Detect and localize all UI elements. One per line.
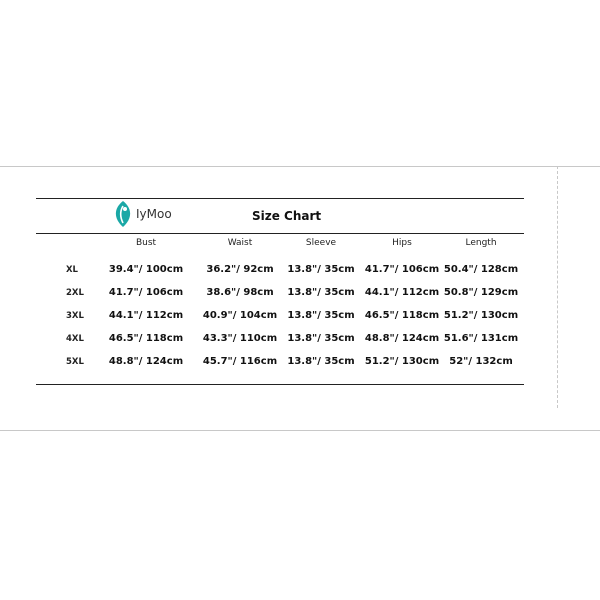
brand-logo xyxy=(112,200,202,230)
table-row xyxy=(0,287,600,303)
bottom-rule xyxy=(36,384,524,385)
cell-length: 51.6"/ 131cm xyxy=(443,333,519,344)
table-row xyxy=(0,356,600,372)
brand-leaf-icon xyxy=(112,200,134,228)
column-header-hips: Hips xyxy=(392,238,412,248)
cell-hips: 41.7"/ 106cm xyxy=(364,264,440,275)
size-label: 2XL xyxy=(66,288,84,298)
cell-sleeve: 13.8"/ 35cm xyxy=(287,310,355,321)
size-label: 4XL xyxy=(66,334,84,344)
column-header-waist: Waist xyxy=(227,238,253,248)
size-label: 3XL xyxy=(66,311,84,321)
cell-waist: 43.3"/ 110cm xyxy=(202,333,278,344)
column-header-length: Length xyxy=(465,238,497,248)
cell-bust: 46.5"/ 118cm xyxy=(108,333,184,344)
cell-length: 52"/ 132cm xyxy=(449,356,513,367)
size-label: 5XL xyxy=(66,357,84,367)
size-label: XL xyxy=(66,265,78,275)
cell-sleeve: 13.8"/ 35cm xyxy=(287,356,355,367)
header-rule xyxy=(36,233,524,234)
column-header-sleeve: Sleeve xyxy=(305,238,337,248)
top-rule xyxy=(36,198,524,199)
table-row xyxy=(0,310,600,326)
cell-bust: 41.7"/ 106cm xyxy=(108,287,184,298)
cell-bust: 39.4"/ 100cm xyxy=(108,264,184,275)
cell-sleeve: 13.8"/ 35cm xyxy=(287,264,355,275)
cell-bust: 44.1"/ 112cm xyxy=(108,310,184,321)
cell-length: 50.4"/ 128cm xyxy=(443,264,519,275)
cell-waist: 40.9"/ 104cm xyxy=(202,310,278,321)
cell-length: 50.8"/ 129cm xyxy=(443,287,519,298)
cell-hips: 44.1"/ 112cm xyxy=(364,287,440,298)
cell-hips: 48.8"/ 124cm xyxy=(364,333,440,344)
table-row xyxy=(0,264,600,280)
page-title: Size Chart xyxy=(252,209,322,223)
cell-sleeve: 13.8"/ 35cm xyxy=(287,287,355,298)
cell-sleeve: 13.8"/ 35cm xyxy=(287,333,355,344)
cell-hips: 51.2"/ 130cm xyxy=(364,356,440,367)
cell-hips: 46.5"/ 118cm xyxy=(364,310,440,321)
cell-bust: 48.8"/ 124cm xyxy=(108,356,184,367)
column-header-bust: Bust xyxy=(135,238,157,248)
brand-name: IyMoo xyxy=(136,207,172,221)
table-row xyxy=(0,333,600,349)
cell-waist: 36.2"/ 92cm xyxy=(206,264,274,275)
cell-waist: 45.7"/ 116cm xyxy=(202,356,278,367)
cell-length: 51.2"/ 130cm xyxy=(443,310,519,321)
cell-waist: 38.6"/ 98cm xyxy=(206,287,274,298)
